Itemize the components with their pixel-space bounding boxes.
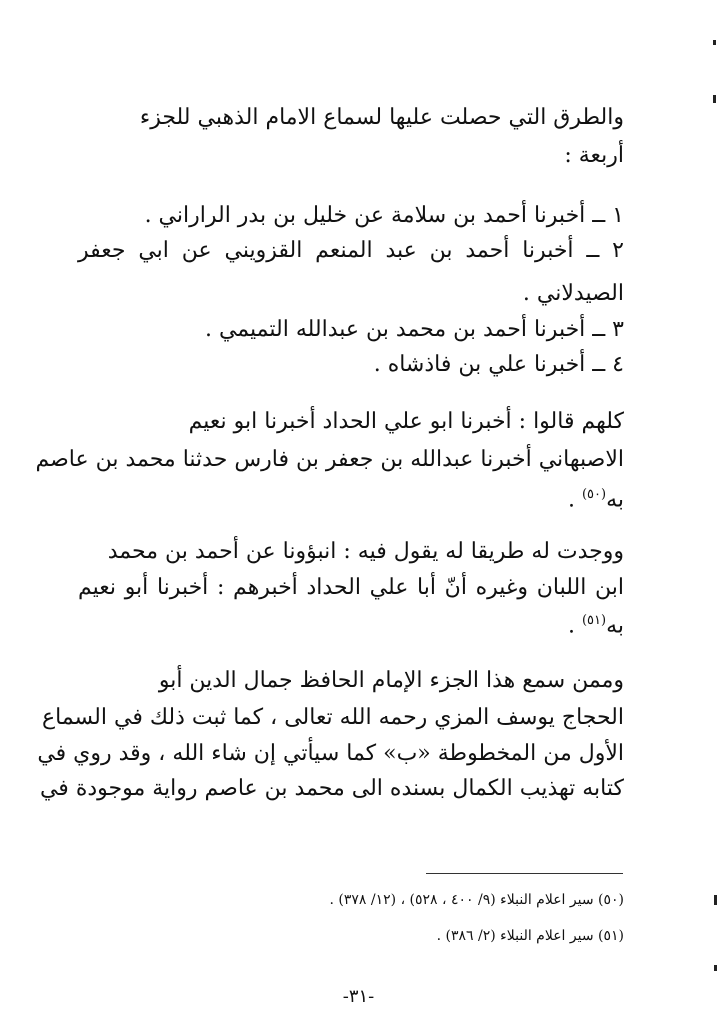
paragraph-2-period: . (567, 613, 582, 639)
route-item-2: ٢ ــ أخبرنا أحمد بن عبد المنعم القزويني عن ابي جعفر (78, 238, 624, 263)
paragraph-1-line-2: الاصبهاني أخبرنا عبدالله بن جعفر بن فارس حدثنا محمد بن عاصم (35, 447, 624, 472)
page-number: -٣١- (342, 986, 375, 1007)
intro-line-1: والطرق التي حصلت عليها لسماع الامام الذهبي للجزء (139, 105, 624, 130)
paragraph-1-line-1: كلهم قالوا : أخبرنا ابو علي الحداد أخبرنا ابو نعيم (188, 409, 624, 434)
paragraph-3-line-3: الأول من المخطوطة «ب» كما سيأتي إن شاء الله ، وقد روي في (37, 741, 624, 766)
paragraph-2-line-2: ابن اللبان وغيره أنّ أبا علي الحداد أخبرهم : أخبرنا أبو نعيم (78, 575, 624, 600)
route-item-4: ٤ ــ أخبرنا علي بن فاذشاه . (373, 352, 624, 377)
scan-edge-mark (713, 95, 716, 103)
footnote-ref-51: (٥١) (581, 613, 607, 628)
intro-line-2: أربعة : (564, 143, 624, 168)
paragraph-1-period: . (567, 487, 582, 513)
paragraph-2-line-3 (568, 606, 624, 641)
route-item-1: ١ ــ أخبرنا أحمد بن سلامة عن خليل بن بدر الراراني . (144, 203, 624, 228)
paragraph-3-line-4: كتابه تهذيب الكمال بسنده الى محمد بن عاصم رواية موجودة في (39, 776, 624, 801)
paragraph-3-line-2: الحجاج يوسف المزي رحمه الله تعالى ، كما ثبت ذلك في السماع (42, 705, 624, 730)
paragraph-2-tail: به (606, 613, 624, 639)
footnote-50: (٥٠) سير اعلام النبلاء (٩/ ٤٠٠ ، ٥٢٨) ، (١٢/ ٣٧٨) . (329, 892, 624, 908)
footnote-ref-50: (٥٠) (581, 487, 607, 502)
paragraph-1-tail: به (606, 487, 624, 513)
footnote-separator (426, 873, 623, 874)
paragraph-2-line-1: ووجدت له طريقا له يقول فيه : انبؤونا عن أحمد بن محمد (107, 539, 624, 564)
paragraph-1-line-3 (568, 480, 624, 515)
route-item-3: ٣ ــ أخبرنا أحمد بن محمد بن عبدالله التميمي . (204, 317, 624, 342)
paragraph-3-line-1: وممن سمع هذا الجزء الإمام الحافظ جمال الدين أبو (158, 668, 624, 693)
route-item-2-continued: الصيدلاني . (522, 281, 624, 306)
scan-edge-mark (713, 40, 716, 45)
footnote-51: (٥١) سير اعلام النبلاء (٢/ ٣٨٦) . (436, 928, 624, 944)
